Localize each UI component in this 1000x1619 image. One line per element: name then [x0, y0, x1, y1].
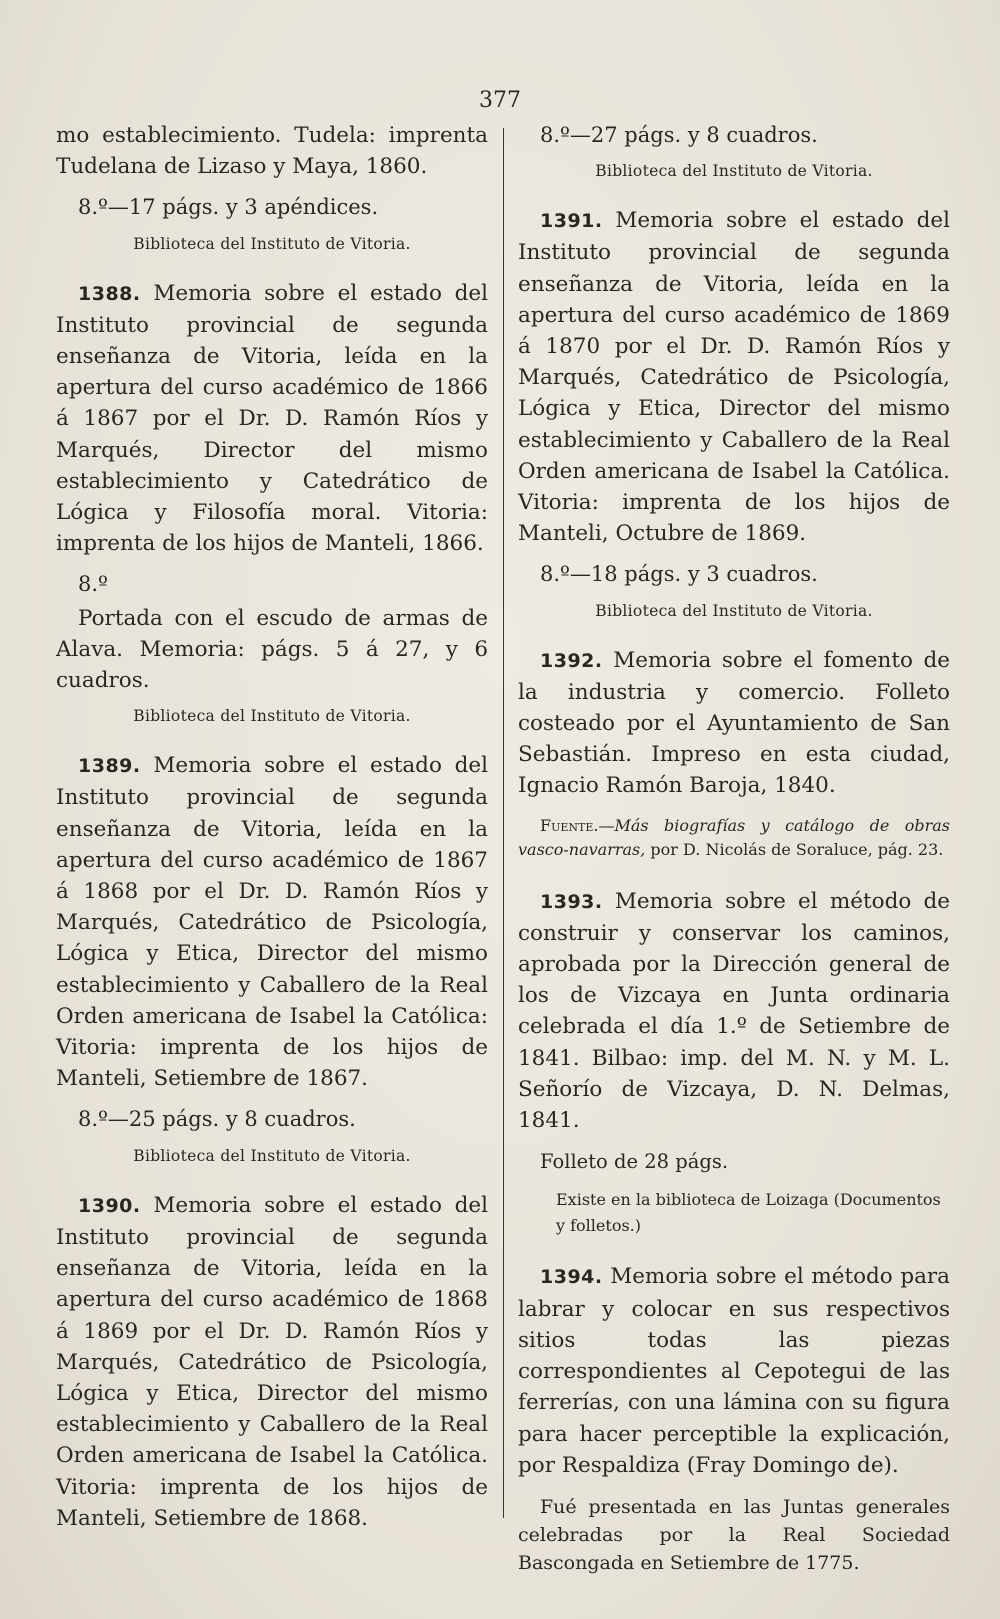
entry-text: Memoria sobre el método para labrar y colocar en sus respectivos sitios todas las piezas correspondientes al Cepotegui de las ferrerías, con una lámina con su figura para hacer perceptible la explicación, por Respaldiza (Fray Domingo de). [518, 1264, 950, 1478]
entry-note: Fué presentada en las Juntas generales celebradas por la Real Sociedad Bascongada en Setiembre de 1775. [518, 1495, 950, 1574]
entry-format: 8.º—18 págs. y 3 cuadros. [540, 562, 818, 587]
library-note: Biblioteca del Instituto de Vitoria. [595, 601, 873, 620]
entry-format: 8.º—25 págs. y 8 cuadros. [78, 1107, 356, 1132]
entry-1392 [518, 645, 950, 862]
entry-text: Memoria sobre el fomento de la industria y comercio. Folleto costeado por el Ayuntamiento de San Sebastián. Impreso en esta ciudad, Ignacio Ramón Baroja, 1840. [518, 647, 950, 799]
library-note: Biblioteca del Instituto de Vitoria. [595, 162, 873, 181]
source-label: Fuente. [540, 815, 599, 835]
library-note: Biblioteca del Instituto de Vitoria. [133, 234, 411, 253]
library-note: Biblioteca del Instituto de Vitoria. [133, 707, 411, 726]
continuation-format: 8.º—17 págs. y 3 apéndices. [78, 195, 379, 220]
source-note [518, 814, 950, 862]
entry-number: 1391. [540, 210, 603, 233]
entry-number: 1394. [540, 1266, 603, 1289]
continuation-text: mo establecimiento. Tudela: imprenta Tudelana de Lizaso y Maya, 1860. [56, 123, 488, 180]
entry-number: 1388. [78, 282, 141, 305]
entry-description: Portada con el escudo de armas de Alava. Memoria: págs. 5 á 27, y 6 cuadros. [56, 605, 488, 694]
source-detail: por D. Nicolás de Soraluce, pág. 23. [645, 839, 944, 859]
entry-text: Memoria sobre el estado del Instituto provincial de segunda enseñanza de Vitoria, leída en la apertura del curso académico de 1868 á 1869 por el Dr. D. Ramón Ríos y Marqués, Catedrático de Psicología, Lógica y Etica, Director del mismo establecimiento y Caballero de la Real Orden americana de Isabel la Católica. Vitoria: imprenta de los hijos de Manteli, Setiembre de 1868. [56, 1192, 488, 1531]
entry-1393 [518, 886, 950, 1240]
entry-1390 [56, 1190, 488, 1534]
entry-number: 1389. [78, 755, 141, 778]
entry-text: Memoria sobre el estado del Instituto provincial de segunda enseñanza de Vitoria, leída en la apertura del curso académico de 1869 á 1870 por el Dr. D. Ramón Ríos y Marqués, Catedrático de Psicología, Lógica y Etica, Director del mismo establecimiento y Caballero de la Real Orden americana de Isabel la Católica. Vitoria: imprenta de los hijos de Manteli, Octubre de 1869. [518, 208, 950, 547]
entry-1394 [518, 1261, 950, 1576]
entry-1391 [518, 205, 950, 622]
source-title: Más biografías y catálogo de obras vasco-navarras, [518, 815, 950, 859]
column-divider [503, 128, 504, 1518]
entry-number: 1390. [78, 1194, 141, 1217]
entry-format: Folleto de 28 págs. [540, 1150, 729, 1174]
entry-1388 [56, 278, 488, 729]
source-dash: — [598, 815, 615, 835]
continuation-format: 8.º—27 págs. y 8 cuadros. [540, 123, 818, 147]
entry-text: Memoria sobre el estado del Instituto provincial de segunda enseñanza de Vitoria, leída en la apertura del curso académico de 1866 á 1867 por el Dr. D. Ramón Ríos y Marqués, Director del mismo establecimiento y Catedrático de Lógica y Filosofía moral. Vitoria: imprenta de los hijos de Manteli, 1866. [56, 280, 488, 557]
entry-format: 8.º [78, 572, 108, 597]
entry-note: Existe en la biblioteca de Loizaga (Documentos y folletos.) [556, 1190, 941, 1236]
entry-text: Memoria sobre el método de construir y conservar los caminos, aprobada por la Dirección general de los de Vizcaya en Junta ordinaria celebrada el día 1.º de Setiembre de 1841. Bilbao: imp. del M. N. y M. L. Señorío de Vizcaya, D. N. Delmas, 1841. [518, 888, 950, 1134]
entry-text: Memoria sobre el estado del Instituto provincial de segunda enseñanza de Vitoria, leída en la apertura del curso académico de 1867 á 1868 por el Dr. D. Ramón Ríos y Marqués, Catedrático de Psicología, Lógica y Etica, Director del mismo establecimiento y Caballero de la Real Orden americana de Isabel la Católica: Vitoria: imprenta de los hijos de Manteli, Setiembre de 1867. [56, 753, 488, 1092]
library-note: Biblioteca del Instituto de Vitoria. [133, 1146, 411, 1165]
right-column [518, 120, 950, 1581]
entry-number: 1392. [540, 649, 603, 672]
entry-number: 1393. [540, 890, 603, 913]
entry-1389 [56, 750, 488, 1167]
left-column [56, 120, 488, 1538]
page-number: 377 [479, 88, 521, 113]
